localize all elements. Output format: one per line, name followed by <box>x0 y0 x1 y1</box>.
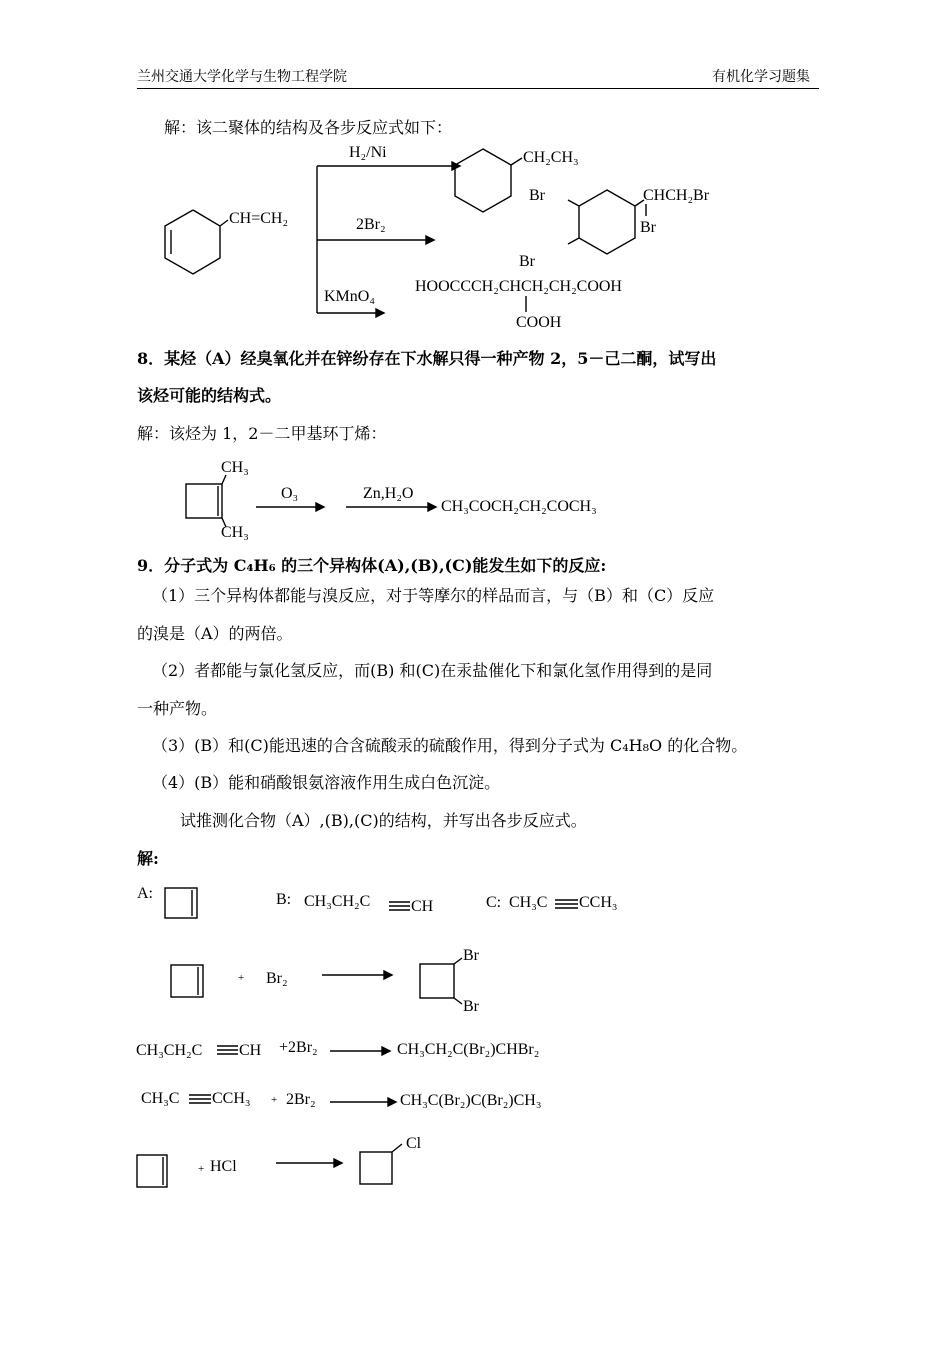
r3-right: CCH₃ <box>212 1090 251 1107</box>
q9-p1-line1: （1）三个异构体都能与溴反应，对于等摩尔的样品而言，与（B）和（C）反应 <box>152 586 715 605</box>
r3-left: CH₃C <box>141 1090 180 1107</box>
ethylcyclohexane-ring <box>455 149 522 212</box>
r2-reagent: +2Br₂ <box>279 1039 318 1056</box>
q9-b-formula-right: CH <box>411 898 434 915</box>
q9-a-label: A: <box>137 885 153 902</box>
q8-methyl-bottom: CH₃ <box>221 524 249 541</box>
q9-b-formula-left: CH₃CH₂C <box>304 893 371 910</box>
q9-p2-line2: 一种产物。 <box>137 699 218 718</box>
reagent-h2ni: H₂/Ni <box>349 144 387 161</box>
reagent-kmno4: KMnO₄ <box>324 288 375 305</box>
prod2-br-left: Br <box>529 187 545 204</box>
q9-title-prefix: 9．分子式为 <box>137 556 234 575</box>
q9-c-formula-left: CH₃C <box>509 894 548 911</box>
prod3-formula: HOOCCCH₂CHCH₂CH₂COOH <box>415 278 622 295</box>
r4-chlorocyclobutane <box>360 1144 402 1184</box>
cyclohexene-ring <box>165 210 228 274</box>
tribromo-ring <box>568 190 646 254</box>
q9-p5: 试推测化合物（A）,(B),(C)的结构，并写出各步反应式。 <box>180 811 587 830</box>
q9-title <box>137 556 606 576</box>
q9-c-label: C: <box>486 894 502 911</box>
r3-triple-bond <box>189 1095 211 1103</box>
q9-title-formula: C₄H₆ <box>233 556 276 575</box>
q9-b-label: B: <box>276 891 292 908</box>
q8-methyl-top: CH₃ <box>221 459 249 476</box>
sec7-answer-intro: 解：该二聚体的结构及各步反应式如下： <box>164 118 453 137</box>
r4-cyclobutene <box>137 1155 167 1187</box>
r4-reagent: HCl <box>210 1158 237 1175</box>
vinyl-substituent: CH=CH₂ <box>229 210 289 227</box>
reagent-2br2: 2Br₂ <box>356 216 386 233</box>
ethyl-substituent: CH₂CH₃ <box>523 149 579 166</box>
dimethylcyclobutene-ring <box>186 475 226 527</box>
prod2-br-bottom: Br <box>519 253 535 270</box>
prod2-br-down: Br <box>640 219 656 236</box>
header-left: 兰州交通大学化学与生物工程学院 <box>137 69 347 85</box>
r1-br-bottom: Br <box>463 998 479 1015</box>
q8-reagent-zn: Zn,H₂O <box>363 485 414 502</box>
q8-question-line1: 8．某烃（A）经臭氧化并在锌纷存在下水解只得一种产物 2，5－己二酮，试写出 <box>137 349 717 368</box>
q8-answer: 解：该烃为 1，2－二甲基环丁烯： <box>137 424 387 443</box>
q9-answer-label: 解: <box>137 849 159 868</box>
r2-triple-bond <box>217 1046 238 1054</box>
triple-bond-b <box>389 902 410 910</box>
r4-cl: Cl <box>406 1135 422 1152</box>
r1-reagent: Br₂ <box>266 970 288 987</box>
r2-right: CH <box>239 1042 262 1059</box>
q8-question-line2: 该烃可能的结构式。 <box>137 386 282 405</box>
triple-bond-c <box>555 900 578 908</box>
r2-left: CH₃CH₂C <box>136 1042 203 1059</box>
r1-dibromocyclobutane <box>420 958 462 1004</box>
header-right: 有机化学习题集 <box>712 69 810 85</box>
r3-plus: + <box>271 1094 278 1106</box>
q8-product: CH₃COCH₂CH₂COCH₃ <box>441 498 597 515</box>
q9-p4: （4）(B）能和硝酸银氨溶液作用生成白色沉淀。 <box>152 773 501 792</box>
q9-c-formula-right: CCH₃ <box>579 894 618 911</box>
r1-plus: + <box>238 972 245 984</box>
q9-p1-line2: 的溴是（A）的两倍。 <box>137 624 293 643</box>
r4-plus: + <box>198 1163 205 1175</box>
r1-br-top: Br <box>463 947 479 964</box>
r3-product: CH₃C(Br₂)C(Br₂)CH₃ <box>400 1092 542 1109</box>
q9-title-suffix: 的三个异构体(A),(B),(C)能发生如下的反应: <box>275 556 607 575</box>
cyclobutene-a <box>165 888 197 918</box>
r2-product: CH₃CH₂C(Br₂)CHBr₂ <box>397 1041 540 1058</box>
q8-reagent-o3: O₃ <box>281 485 299 502</box>
prod3-branch-cooh: COOH <box>516 314 562 331</box>
r1-cyclobutene <box>171 965 203 997</box>
q9-p3: （3）(B）和(C)能迅速的合含硫酸汞的硫酸作用，得到分子式为 C₄H₈O 的化合物。 <box>152 736 748 755</box>
prod2-chch2br: CHCH₂Br <box>643 187 710 204</box>
q9-p2-line1: （2）者都能与氯化氢反应，而(B) 和(C)在汞盐催化下和氯化氢作用得到的是同 <box>152 661 713 680</box>
r3-reagent: 2Br₂ <box>286 1091 316 1108</box>
